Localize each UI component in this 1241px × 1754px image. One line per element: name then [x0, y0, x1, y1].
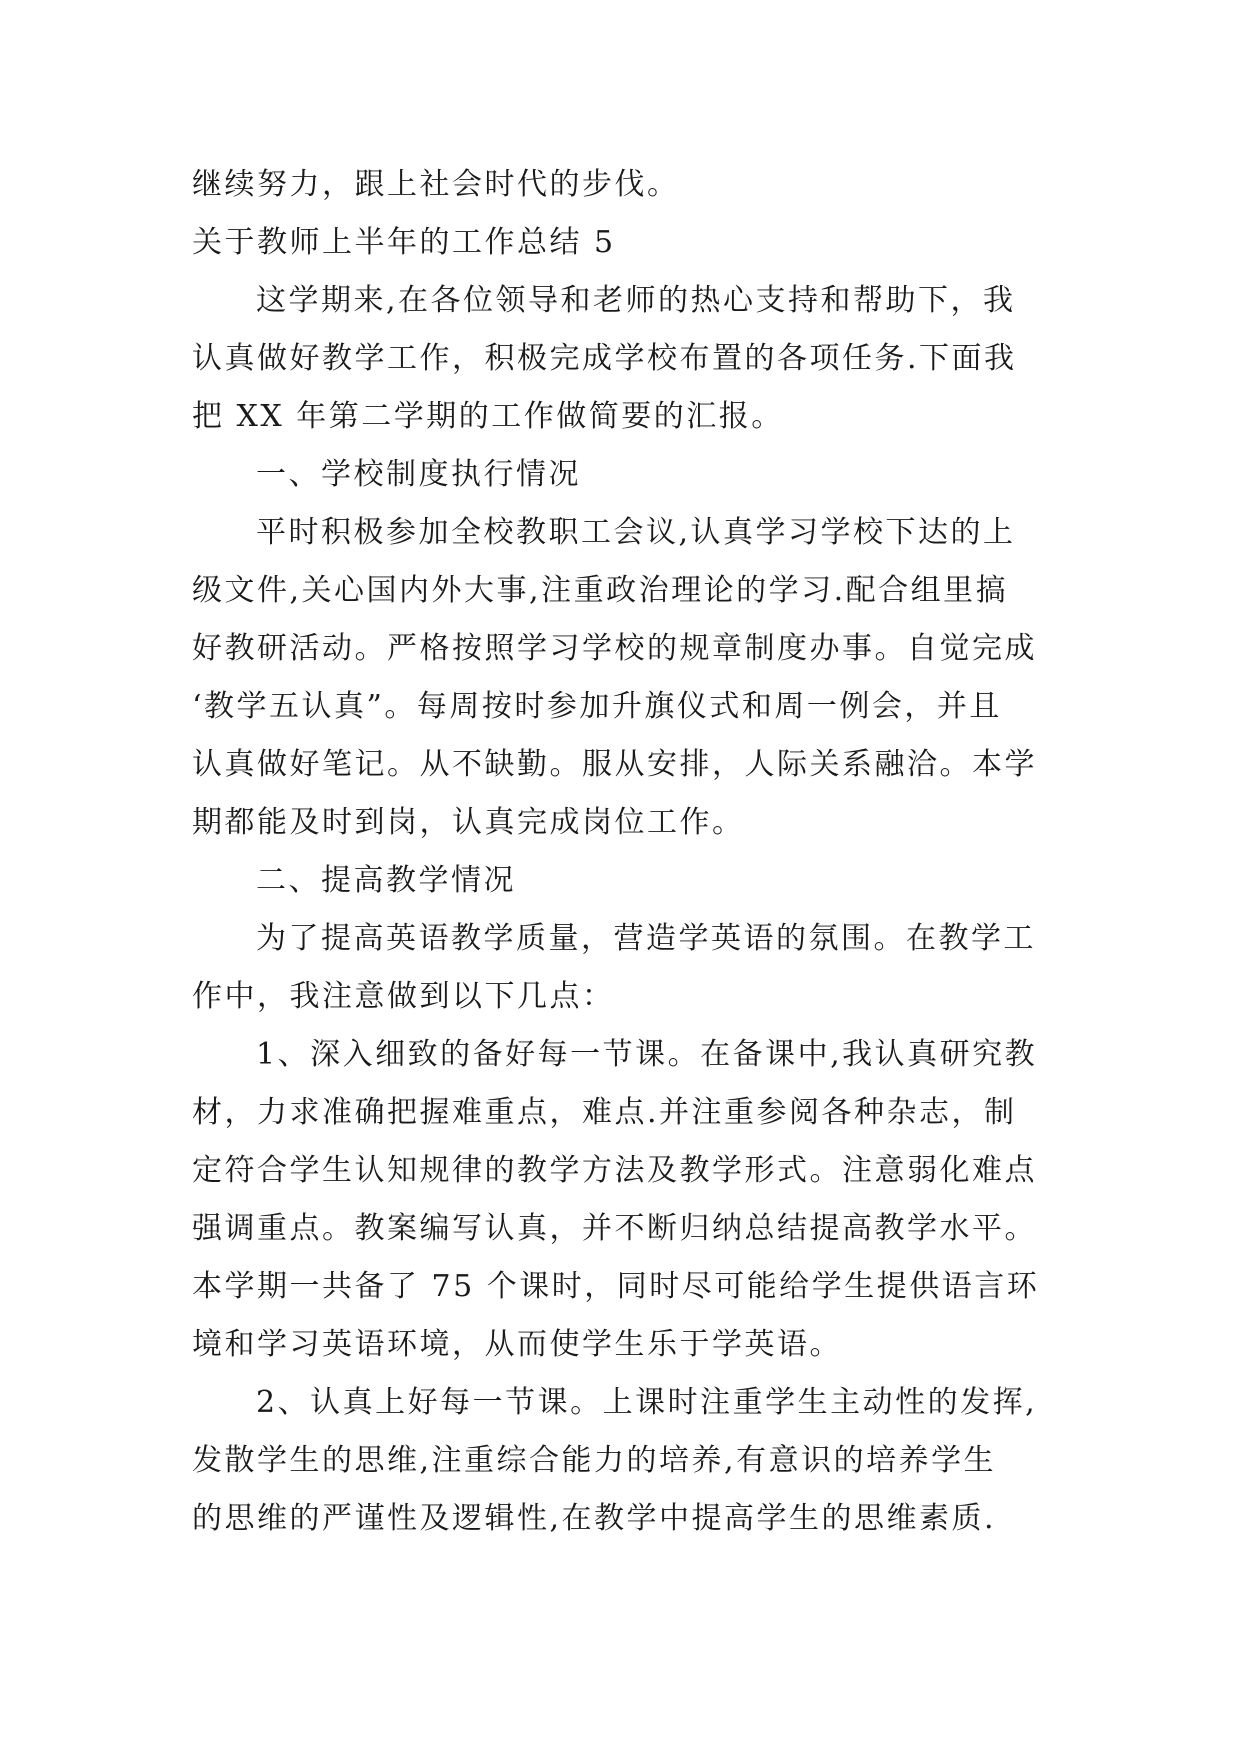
paragraph-line: 这学期来,在各位领导和老师的热心支持和帮助下，我: [256, 283, 1016, 318]
paragraph-line: 作中，我注意做到以下几点：: [192, 979, 615, 1014]
paragraph-line: 认真做好教学工作，积极完成学校布置的各项任务.下面我: [192, 341, 1017, 376]
heading-teaching: 二、提高教学情况: [256, 863, 516, 898]
document-body: [192, 156, 1052, 1548]
paragraph-line: 境和学习英语环境，从而使学生乐于学英语。: [192, 1327, 842, 1362]
text-line: 继续努力，跟上社会时代的步伐。: [192, 167, 680, 202]
section-title: 关于教师上半年的工作总结 5: [192, 225, 616, 260]
paragraph-line: 强调重点。教案编写认真，并不断归纳总结提高教学水平。: [192, 1211, 1037, 1246]
paragraph-line: 1、深入细致的备好每一节课。在备课中,我认真研究教: [256, 1037, 1038, 1072]
paragraph-line: 为了提高英语教学质量，营造学英语的氛围。在教学工: [256, 921, 1036, 956]
paragraph-line: 级文件,关心国内外大事,注重政治理论的学习.配合组里搞: [192, 573, 1009, 608]
paragraph-line: ‘教学五认真”。每周按时参加升旗仪式和周一例会，并且: [192, 689, 1002, 724]
paragraph-line: 期都能及时到岗，认真完成岗位工作。: [192, 805, 745, 840]
paragraph-line: 的思维的严谨性及逻辑性,在教学中提高学生的思维素质.: [192, 1501, 997, 1536]
paragraph-line: 材，力求准确把握难重点，难点.并注重参阅各种杂志，制: [192, 1095, 1017, 1130]
paragraph-line: 好教研活动。严格按照学习学校的规章制度办事。自觉完成: [192, 631, 1037, 666]
paragraph-line: 2、认真上好每一节课。上课时注重学生主动性的发挥,: [256, 1385, 1038, 1420]
paragraph-line: 把 XX 年第二学期的工作做简要的汇报。: [192, 399, 784, 434]
paragraph-line: 本学期一共备了 75 个课时，同时尽可能给学生提供语言环: [192, 1269, 1040, 1304]
paragraph-line: 平时积极参加全校教职工会议,认真学习学校下达的上: [256, 515, 1016, 550]
paragraph-line: 认真做好笔记。从不缺勤。服从安排，人际关系融洽。本学: [192, 747, 1037, 782]
heading-school-system: 一、学校制度执行情况: [256, 457, 581, 492]
paragraph-line: 发散学生的思维,注重综合能力的培养,有意识的培养学生: [192, 1443, 997, 1478]
paragraph-line: 定符合学生认知规律的教学方法及教学形式。注意弱化难点: [192, 1153, 1037, 1188]
